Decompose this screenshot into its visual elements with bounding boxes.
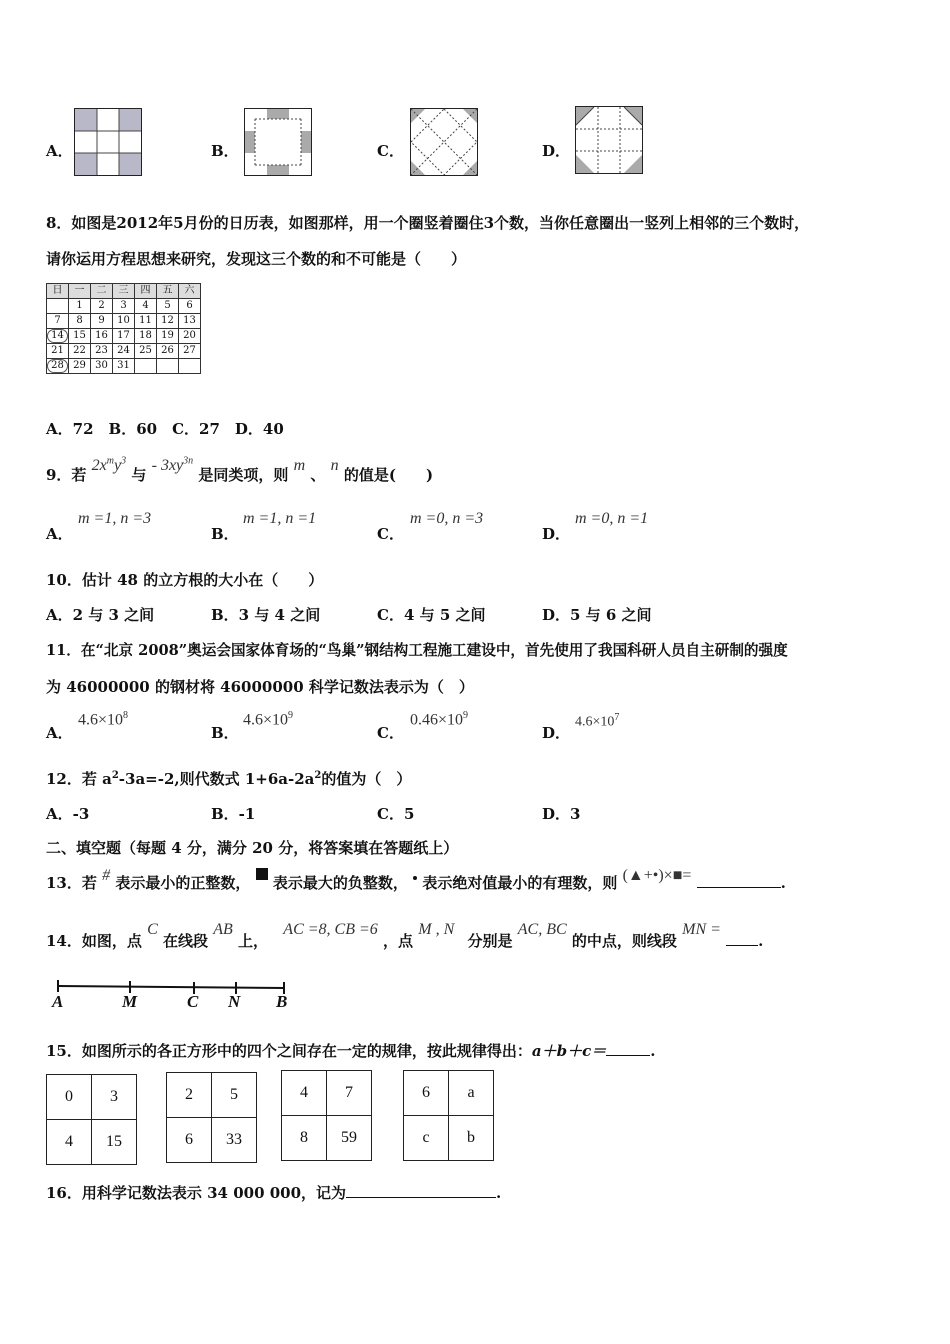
q13-answer-blank[interactable] xyxy=(697,887,781,888)
segment-label-n: N xyxy=(228,992,241,1011)
calendar-header-cell: 五 xyxy=(157,284,179,299)
q11-option-a-base: 4.6×10 xyxy=(78,711,124,729)
q13-text3: 表示绝对值最小的有理数，则 xyxy=(422,874,618,892)
calendar-cell xyxy=(47,299,69,314)
q14-end: . xyxy=(758,932,764,950)
q12-part1: 12．若 a xyxy=(46,770,112,788)
q9-stem xyxy=(46,454,433,490)
q9-prefix: 9．若 xyxy=(46,466,87,484)
q12-exp2: 2 xyxy=(314,770,322,781)
calendar-cell: 12 xyxy=(157,314,179,329)
q15-square-1 xyxy=(46,1074,137,1165)
q7-option-d-label[interactable]: D． xyxy=(542,142,571,160)
q12-option-d[interactable]: D．3 xyxy=(542,805,581,823)
q8-stem-line1: 8．如图是2012年5月份的日历表，如图那样，用一个圈竖着圈住3个数，当你任意圈出一竖列上相邻的三个数时， xyxy=(46,214,810,232)
q15-square-2 xyxy=(166,1072,257,1163)
q14-answer-blank[interactable] xyxy=(726,945,758,946)
calendar-header-cell: 二 xyxy=(91,284,113,299)
q9-suffix: 的值是( ) xyxy=(343,466,434,484)
q10-stem: 10．估计 48 的立方根的大小在（ ） xyxy=(46,571,324,589)
calendar-figure xyxy=(46,283,201,374)
segment-figure xyxy=(50,978,290,1014)
calendar-header-cell: 三 xyxy=(113,284,135,299)
calendar-cell: 2 xyxy=(91,299,113,314)
q9-term1-y: y xyxy=(114,457,122,474)
calendar-cell xyxy=(157,359,179,374)
q9-option-a-value[interactable]: m =1, n =3 xyxy=(78,510,152,527)
calendar-cell: 4 xyxy=(135,299,157,314)
segment-line xyxy=(50,978,290,1014)
q15-square-3 xyxy=(281,1070,372,1161)
q16-stem-text: 16．用科学记数法表示 34 000 000，记为 xyxy=(46,1184,347,1202)
calendar-cell: 19 xyxy=(157,329,179,344)
square-cell: 4 xyxy=(47,1120,92,1165)
q11-option-d-exp: 7 xyxy=(614,712,620,723)
q9-term1-exp-m: m xyxy=(106,455,115,467)
calendar-cell: 17 xyxy=(113,329,135,344)
q13-stem xyxy=(46,864,786,894)
square-cell: 3 xyxy=(92,1075,137,1120)
calendar-cell: 29 xyxy=(69,359,91,374)
q7-figure-b xyxy=(244,108,312,176)
hash-symbol: # xyxy=(102,867,111,884)
calendar-cell: 22 xyxy=(69,344,91,359)
q7-option-c-label[interactable]: C． xyxy=(377,142,404,160)
calendar-header-cell: 一 xyxy=(69,284,91,299)
section-heading-fill-in: 二、填空题（每题 4 分，满分 20 分，将答案填在答题纸上） xyxy=(46,839,459,857)
q13-text2: 表示最大的负整数， xyxy=(272,874,408,892)
q8-stem-line2: 请你运用方程思想来研究，发现这三个数的和不可能是（ ） xyxy=(46,250,467,268)
q7-figure-a xyxy=(74,108,142,176)
q9-conj: 与 xyxy=(131,466,147,484)
square-cell: a xyxy=(449,1071,494,1116)
q14-stem xyxy=(46,918,763,952)
calendar-cell: 13 xyxy=(179,314,201,329)
square-cell: 0 xyxy=(47,1075,92,1120)
q7-figure-c xyxy=(410,108,478,176)
calendar-cell: 1 xyxy=(69,299,91,314)
calendar-cell: 18 xyxy=(135,329,157,344)
q9-option-c-letter[interactable]: C． xyxy=(377,525,404,543)
q15-end: . xyxy=(650,1042,656,1060)
q12-option-a[interactable]: A．-3 xyxy=(46,805,90,823)
q9-option-b-value[interactable]: m =1, n =1 xyxy=(243,510,317,527)
dot-icon xyxy=(413,876,417,880)
calendar-row xyxy=(47,344,201,359)
calendar-cell: 20 xyxy=(179,329,201,344)
calendar-cell: 30 xyxy=(91,359,113,374)
q12-option-b[interactable]: B．-1 xyxy=(211,805,256,823)
calendar-cell: 8 xyxy=(69,314,91,329)
calendar-cell: 24 xyxy=(113,344,135,359)
calendar-cell: 11 xyxy=(135,314,157,329)
square-cell: 8 xyxy=(282,1116,327,1161)
calendar-row xyxy=(47,359,201,374)
calendar-cell xyxy=(179,359,201,374)
q14-mn-equals: MN = xyxy=(682,921,721,938)
q10-option-b[interactable]: B．3 与 4 之间 xyxy=(211,606,321,624)
calendar-row xyxy=(47,299,201,314)
calendar-cell xyxy=(135,359,157,374)
calendar-header-cell: 四 xyxy=(135,284,157,299)
q16-end: . xyxy=(496,1184,502,1202)
q14-points-mn: M , N xyxy=(418,921,455,938)
q14-text1: 在线段 xyxy=(163,932,209,950)
q14-segment-ab: AB xyxy=(213,921,233,938)
q11-option-a-value[interactable] xyxy=(78,710,128,729)
calendar-cell: 9 xyxy=(91,314,113,329)
q7-option-b-label[interactable]: B． xyxy=(211,142,239,160)
q11-option-b-exp: 9 xyxy=(288,710,294,721)
q11-option-a-exp: 8 xyxy=(123,710,129,721)
calendar-cell: 7 xyxy=(47,314,69,329)
q11-option-b-value[interactable] xyxy=(243,710,293,729)
segment-label-c: C xyxy=(187,992,199,1011)
q11-option-c-value[interactable] xyxy=(410,710,468,729)
q9-n: n xyxy=(330,457,339,474)
q8-options[interactable]: A．72 B．60 C．27 D．40 xyxy=(46,420,284,438)
q11-option-c-letter[interactable]: C． xyxy=(377,724,404,742)
q14-text2: 上， xyxy=(238,932,269,950)
calendar-cell-circled: 14 xyxy=(47,329,69,344)
q9-sep: 、 xyxy=(310,466,326,484)
q7-figure-d xyxy=(575,106,643,174)
q12-part3: 的值为（ ） xyxy=(321,770,412,788)
q11-stem-line2: 为 46000000 的钢材将 46000000 科学记数法表示为（ ） xyxy=(46,678,474,696)
q14-text3: ，点 xyxy=(383,932,414,950)
q10-option-c[interactable]: C．4 与 5 之间 xyxy=(377,606,486,624)
calendar-cell: 16 xyxy=(91,329,113,344)
black-square-icon xyxy=(256,868,268,880)
calendar-cell: 3 xyxy=(113,299,135,314)
q15-square-4 xyxy=(403,1070,494,1161)
q9-term1-base: 2x xyxy=(91,457,107,474)
q15-answer-blank[interactable] xyxy=(606,1055,650,1056)
q9-term2-base: - 3xy xyxy=(151,457,184,474)
q14-point-c: C xyxy=(147,921,158,938)
q9-mid: 是同类项，则 xyxy=(198,466,289,484)
calendar-cell-circled: 28 xyxy=(47,359,69,374)
q11-option-b-base: 4.6×10 xyxy=(243,711,289,729)
q9-term2 xyxy=(152,457,194,474)
q13-expression: (▲+•)×■= xyxy=(622,867,692,884)
square-cell: 15 xyxy=(92,1120,137,1165)
q12-stem xyxy=(46,768,411,789)
segment-label-b: B xyxy=(276,992,288,1011)
q11-option-c-exp: 9 xyxy=(463,710,469,721)
q12-exp1: 2 xyxy=(111,770,119,781)
q15-stem xyxy=(46,1040,655,1061)
q9-option-d-value[interactable]: m =0, n =1 xyxy=(575,510,649,527)
q9-term2-exp: 3n xyxy=(183,455,194,467)
q13-end: . xyxy=(780,874,786,892)
square-cell: 7 xyxy=(327,1071,372,1116)
q10-option-a[interactable]: A．2 与 3 之间 xyxy=(46,606,155,624)
q13-prefix: 13．若 xyxy=(46,874,97,892)
q11-option-d-value[interactable] xyxy=(575,712,619,731)
q16-answer-blank[interactable] xyxy=(346,1197,496,1198)
square-cell: 6 xyxy=(167,1118,212,1163)
calendar-cell: 10 xyxy=(113,314,135,329)
square-cell: 33 xyxy=(212,1118,257,1163)
square-cell: 2 xyxy=(167,1073,212,1118)
calendar-cell: 21 xyxy=(47,344,69,359)
calendar-cell: 31 xyxy=(113,359,135,374)
square-cell: c xyxy=(404,1116,449,1161)
calendar-table xyxy=(46,283,201,374)
square-cell: 59 xyxy=(327,1116,372,1161)
q9-term1 xyxy=(92,457,126,474)
q9-term1-exp-3: 3 xyxy=(121,455,127,467)
q15-expression: a＋b＋c＝ xyxy=(531,1042,607,1060)
q11-option-d-base: 4.6×10 xyxy=(575,714,615,730)
calendar-row xyxy=(47,329,201,344)
q14-lengths: AC =8, CB =6 xyxy=(283,921,378,938)
q10-option-d[interactable]: D．5 与 6 之间 xyxy=(542,606,652,624)
calendar-cell: 15 xyxy=(69,329,91,344)
q9-option-b-letter[interactable]: B． xyxy=(211,525,239,543)
q15-stem-text: 15．如图所示的各正方形中的四个之间存在一定的规律，按此规律得出： xyxy=(46,1042,532,1060)
calendar-header-cell: 六 xyxy=(179,284,201,299)
q16-stem xyxy=(46,1182,501,1203)
q11-option-a-letter[interactable]: A． xyxy=(46,724,73,742)
segment-label-a: A xyxy=(52,992,64,1011)
q9-m: m xyxy=(293,457,306,474)
q9-option-a-letter[interactable]: A． xyxy=(46,525,73,543)
square-cell: 4 xyxy=(282,1071,327,1116)
calendar-cell: 23 xyxy=(91,344,113,359)
q7-option-a-label[interactable]: A． xyxy=(46,142,73,160)
q14-prefix: 14．如图，点 xyxy=(46,932,142,950)
q12-option-c[interactable]: C．5 xyxy=(377,805,415,823)
q14-text5: 的中点，则线段 xyxy=(571,932,677,950)
square-cell: 5 xyxy=(212,1073,257,1118)
calendar-header-cell: 日 xyxy=(47,284,69,299)
q14-text4: 分别是 xyxy=(467,932,513,950)
segment-label-m: M xyxy=(122,992,138,1011)
calendar-cell: 25 xyxy=(135,344,157,359)
q12-part2: -3a=-2,则代数式 1+6a-2a xyxy=(118,770,315,788)
q14-segments-ac-bc: AC, BC xyxy=(517,921,567,938)
square-cell: b xyxy=(449,1116,494,1161)
calendar-cell: 6 xyxy=(179,299,201,314)
q11-option-c-base: 0.46×10 xyxy=(410,711,464,729)
calendar-cell: 26 xyxy=(157,344,179,359)
square-cell: 6 xyxy=(404,1071,449,1116)
q11-stem-line1: 11．在“北京 2008”奥运会国家体育场的“鸟巢”钢结构工程施工建设中，首先使用了我国科研人员自主研制的强度 xyxy=(46,642,788,659)
calendar-cell: 5 xyxy=(157,299,179,314)
q11-option-d-letter[interactable]: D． xyxy=(542,724,571,742)
q9-option-d-letter[interactable]: D． xyxy=(542,525,571,543)
calendar-row xyxy=(47,314,201,329)
q11-option-b-letter[interactable]: B． xyxy=(211,724,239,742)
q13-text1: 表示最小的正整数， xyxy=(115,874,251,892)
q9-option-c-value[interactable]: m =0, n =3 xyxy=(410,510,484,527)
calendar-cell: 27 xyxy=(179,344,201,359)
calendar-header-row xyxy=(47,284,201,299)
